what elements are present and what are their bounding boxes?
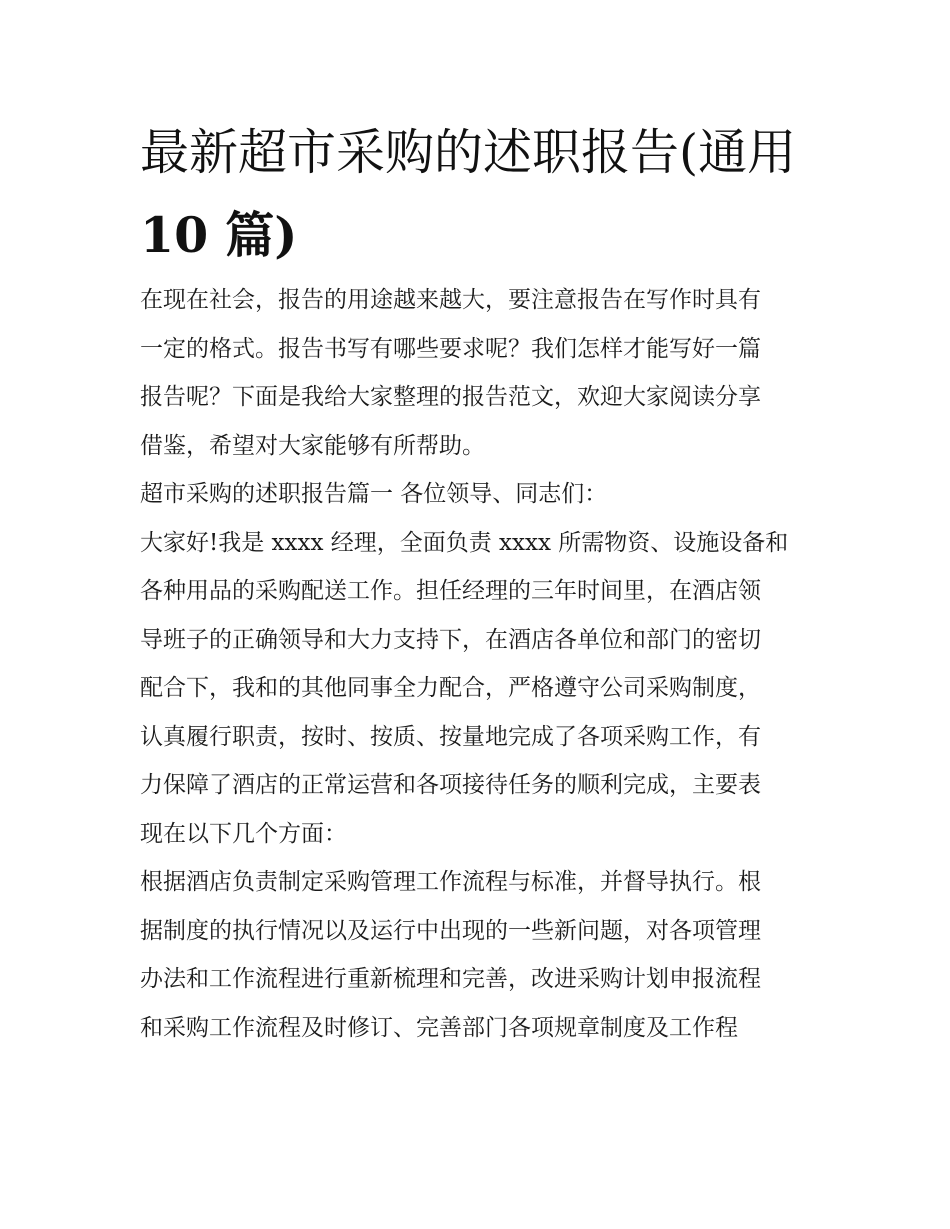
section-heading-paragraph: [140, 470, 830, 519]
text-line: 借鉴，希望对大家能够有所帮助。: [140, 432, 485, 459]
document-title: [140, 112, 830, 276]
text-line: 大家好!我是 xxxx 经理，全面负责 xxxx 所需物资、设施设备和: [140, 529, 789, 556]
text-line: 认真履行职责，按时、按质、按量地完成了各项采购工作，有: [140, 723, 761, 750]
text-line: 配合下，我和的其他同事全力配合，严格遵守公司采购制度，: [140, 675, 761, 701]
title-line: 10 篇): [140, 206, 298, 264]
text-line: 力保障了酒店的正常运营和各项接待任务的顺利完成，主要表: [140, 772, 761, 798]
text-line: 一定的格式。报告书写有哪些要求呢？我们怎样才能写好一篇: [140, 335, 761, 362]
text-line: 导班子的正确领导和大力支持下，在酒店各单位和部门的密切: [140, 626, 761, 653]
text-line: 超市采购的述职报告篇一 各位领导、同志们：: [140, 481, 608, 507]
text-line: 现在以下几个方面：: [140, 820, 347, 847]
greeting-paragraph: [140, 519, 830, 859]
text-line: 报告呢？下面是我给大家整理的报告范文，欢迎大家阅读分享: [140, 384, 761, 410]
text-line: 各种用品的采购配送工作。担任经理的三年时间里，在酒店领: [140, 578, 761, 604]
text-line: 在现在社会，报告的用途越来越大，要注意报告在写作时具有: [140, 287, 761, 313]
title-line: 最新超市采购的述职报告(通用: [140, 124, 797, 181]
text-line: 办法和工作流程进行重新梳理和完善，改进采购计划申报流程: [140, 966, 761, 992]
document-body: [140, 276, 830, 1052]
intro-paragraph: [140, 276, 830, 470]
body-paragraph: [140, 858, 830, 1052]
text-line: 根据酒店负责制定采购管理工作流程与标准，并督导执行。根: [140, 869, 761, 895]
text-line: 和采购工作流程及时修订、完善部门各项规章制度及工作程: [140, 1014, 738, 1041]
text-line: 据制度的执行情况以及运行中出现的一些新问题，对各项管理: [140, 917, 761, 944]
